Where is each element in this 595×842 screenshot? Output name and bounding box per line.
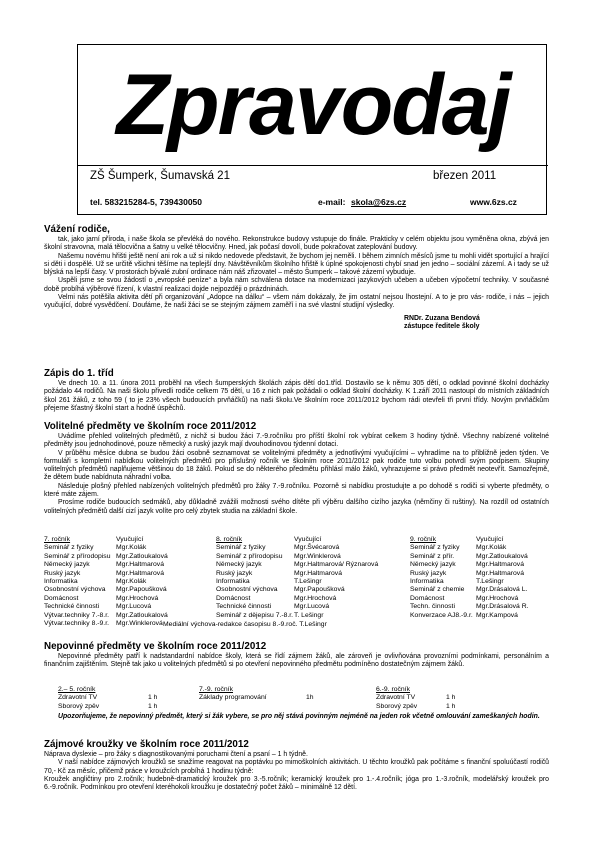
optional-grades-6-9 (376, 686, 455, 711)
subject-cell: Výtvar.techniky 8.-9.r. (44, 620, 109, 628)
subject-cell: Ruský jazyk (410, 569, 447, 577)
teacher-cell: T.Lešingr (476, 578, 504, 586)
table-row (410, 595, 529, 603)
teacher-cell: Mgr.Zatloukalová (476, 552, 528, 560)
table-row (410, 570, 529, 578)
table-row (199, 694, 314, 702)
table-row (216, 595, 378, 603)
table-row (216, 544, 378, 552)
teacher-cell: Mgr.Hrochová (294, 594, 337, 602)
table-row (410, 586, 529, 594)
subject-cell: Informatika (410, 578, 444, 586)
section-title: Volitelné předměty ve školním roce 2011/2012 (44, 421, 257, 432)
column-header: 7.-9. ročník (199, 686, 233, 693)
school-phone: tel. 583215284-5, 739430050 (90, 197, 203, 207)
subject-cell: Domácnost (44, 594, 79, 602)
hours-cell: 1 h (446, 694, 456, 702)
note-text: Upozorňujeme, že nepovinný předmět, který si žák vybere, se pro něj stává povinným nejméně na jeden rok včetně omlouvání zameškaných hodin. (58, 713, 540, 720)
teacher-cell: Mgr.Drásalová L. (476, 586, 528, 594)
hours-cell: 1 h (148, 694, 158, 702)
subject-cell: Výtvar.techniky 7.-8.r. (44, 611, 109, 619)
website-link[interactable]: www.6zs.cz (470, 197, 517, 207)
school-name: ZŠ Šumperk, Šumavská 21 (90, 170, 230, 182)
table-row (376, 703, 455, 711)
paragraph: Uvádíme přehled volitelných předmětů, z nichž si budou žáci 7.-9.ročníku pro příští školní rok vybírat celkem 3 hodiny týdně. Všechny nabízené volitelné předměty jsou jednohodinové, pouze německý a ruský jazyk mají dvouhodinovou týdenní dotaci. (44, 433, 549, 449)
paragraph: Ve dnech 10. a 11. února 2011 proběhl na všech šumperských školách zápis dětí do1.tříd. Dostavilo se k němu 305 dětí, o odklad povinné školní docházky požádalo 44 rodičů. Na naši školu přivedli rodiče celkem 75 dětí, u 16 z nich pak požádali o odklad školní docházky. K 1.září 2011 nastoupí do místních základních škol 261 žáků, z toho 59 ( to je 23% všech budoucích prvňáčků) na naši školu.Ve školním roce 2011/2012 bychom rádi otevřeli tři první třídy. Novým prvňáčkům přejeme šťastný školní start a hodně úspěchů. (44, 380, 549, 412)
table-row (410, 603, 529, 611)
table-row (44, 561, 168, 569)
table-row (44, 620, 168, 628)
subject-cell: Základy programování (199, 694, 267, 702)
subject-cell: Technické činnosti (44, 603, 100, 611)
teacher-cell: Mgr.Haltmarová (294, 569, 342, 577)
subject-cell: Ruský jazyk (44, 569, 81, 577)
table-row (44, 612, 168, 620)
table-row (216, 561, 378, 569)
teacher-cell: Mgr.Winklerová (294, 552, 341, 560)
table-row (44, 603, 168, 611)
table-row (410, 544, 529, 552)
subject-cell: Sborový zpěv (376, 702, 418, 710)
table-row (410, 578, 529, 586)
subject-cell: Seminář z fyziky (216, 544, 266, 552)
table-row (410, 553, 529, 561)
table-header (44, 536, 168, 544)
table-row (44, 544, 168, 552)
table-row (410, 561, 529, 569)
email-label: e-mail: (318, 197, 346, 207)
subject-cell: Technické činnosti (216, 603, 272, 611)
paragraph: V průběhu měsíce dubna se budou žáci osobně seznamovat se volitelnými předměty a jednotlivými vyučujícími – vyhradíme na to přibližně jeden týden. Ve formuláři s kompletní nabídkou volitelných předmětů pro příslušný ročník ve školním roce 2011/2012 pak rodiče tuto volbu potvrdí svým podpisem. Skupiny volitelných předmětů naplňujeme většinou do 18 žáků. Pokud se do některého předmětu přihlásí málo žáků, vyhrazujeme si právo předmět neotevřít. Samozřejmě, že dětem bude nabídnuta náhradní volba. (44, 449, 549, 482)
section-optional-subjects (44, 641, 549, 670)
teacher-cell: Mgr.Papoušková (294, 586, 345, 594)
section-clubs (44, 739, 549, 792)
subject-cell: Německý jazyk (216, 561, 262, 569)
issue-date: březen 2011 (433, 170, 497, 182)
table-row (216, 612, 378, 620)
section-title: Zájmové kroužky ve školním roce 2011/2012 (44, 739, 249, 750)
email-text: skola@6zs.cz (351, 197, 407, 207)
teacher-cell: Mgr.Haltmarová (476, 561, 524, 569)
column-header: Vyučující (294, 536, 322, 543)
table-row (58, 694, 157, 702)
paragraph: Našemu novému hřišti ještě není ani rok a už si nikdo nedovede představit, že bychom jej neměli. I během zimních měsíců jsme tu mohli vidět sportující a hrající si děti i dospělé. Už se určitě všichni těšíme na teplejší dny. Návštěvníkům školního hřiště k úplné spokojenosti chybí snad jen jedno – sociální zázemí. A i tady se už blýská na lepší časy. V prostorách bývalé zubní ordinace nám náš zřizovatel – město Šumperk – takové zázemí vybuduje. (44, 252, 549, 277)
electives-grade-9 (410, 536, 529, 620)
column-header: Vyučující (116, 536, 144, 543)
table-row (216, 570, 378, 578)
column-header: 6.-9. ročník (376, 686, 410, 693)
teacher-cell: Mgr.Papoušková (116, 586, 167, 594)
paragraph: Kroužek angličtiny pro 2.ročník; hudebně-dramatický kroužek pro 3.-5.ročník; keramický kroužek pro 1.-.4.ročník; jóga pro 1.-3.ročník, modelářský kroužek pro 6.-9.ročník. Podmínkou pro otevření kteréhokoli kroužku je dostatečný počet žáků – minimálně 12 dětí. (44, 775, 549, 792)
email-link[interactable] (351, 197, 406, 208)
column-header: Vyučující (476, 536, 504, 543)
teacher-cell: Mgr.Drásalová R. (476, 603, 529, 611)
hours-cell: 1 h (446, 702, 456, 710)
paragraph: Velmi nás potěšila aktivita dětí při organizování „Adopce na dálku“ – všem nám dokázaly, že jim ostatní nejsou lhostejní. A to je pro vás- rodiče, i nás – jejich vyučující, dobré vysvědčení. Doufáme, že naši žáci se se stejným zájmem zaměří i na své vlastní studijní výsledky. (44, 294, 549, 310)
subject-cell: Seminář z fyziky (410, 544, 460, 552)
teacher-cell: Mgr.Kampová (476, 611, 518, 619)
subject-cell: Informatika (216, 578, 250, 586)
teacher-cell: Mgr.Švécarová (294, 544, 340, 552)
teacher-cell: Mgr.Haltmarová (116, 561, 164, 569)
signature-role: zástupce ředitele školy (404, 322, 480, 330)
teacher-cell: Mgr.Lucová (294, 603, 330, 611)
paragraph: Náprava dyslexie – pro žáky s diagnostikovanými poruchami čtení a psaní – 1 h týdně. (44, 751, 308, 758)
electives-grade-7 (44, 536, 168, 628)
header-divider (78, 165, 548, 166)
teacher-cell: Mgr.Kolák (116, 578, 147, 586)
subject-cell: Osobnostní výchova (44, 586, 106, 594)
teacher-cell: Mgr.Zatloukalová (116, 611, 168, 619)
section-dear-parents (44, 224, 549, 331)
table-row (216, 586, 378, 594)
column-header: 7. ročník (44, 536, 71, 543)
section-title: Nepovinné předměty ve školním roce 2011/2012 (44, 641, 267, 652)
table-row (58, 703, 157, 711)
subject-cell: Konverzace AJ8.-9.r. (410, 611, 473, 619)
table-row (44, 553, 168, 561)
section-elective-subjects (44, 421, 549, 516)
teacher-cell: Mgr.Zatloukalová (116, 552, 168, 560)
subject-cell: Seminář z přírodopisu (44, 552, 111, 560)
section-enrollment (44, 368, 549, 413)
table-row (376, 694, 455, 702)
subject-cell: Zdravotní TV (58, 694, 98, 702)
teacher-cell: Mgr.Haltmarová (116, 569, 164, 577)
hours-cell: 1 h (148, 702, 158, 710)
electives-media-row: Mediální výchova-redakce časopisu 8.-9.roč. T.Lešingr (163, 621, 327, 628)
electives-grade-8 (216, 536, 378, 620)
subject-cell: Ruský jazyk (216, 569, 253, 577)
paragraph: Prosíme rodiče budoucích sedmáků, aby důkladně zvážili možnosti svého dítěte při výběru dalšího cizího jazyka (němčiny či ruštiny). Na rozdíl od ostatních volitelných předmětů další cizí jazyk volíte pro celý zbytek studia na základní škole. (44, 499, 549, 515)
teacher-cell: Mgr.Lucová (116, 603, 152, 611)
subject-cell: Německý jazyk (44, 561, 90, 569)
subject-cell: Německý jazyk (410, 561, 456, 569)
teacher-cell: Mgr.Hrochová (476, 594, 519, 602)
hours-cell: 1h (306, 694, 314, 702)
subject-cell: Seminář z dějepisu 7.-8.r. (216, 611, 294, 619)
masthead-title: Zpravodaj (116, 57, 510, 153)
teacher-cell: Mgr.Kolák (116, 544, 147, 552)
subject-cell: Domácnost (216, 594, 251, 602)
section-title: Zápis do 1. tříd (44, 368, 114, 379)
optional-grades-7-9 (199, 686, 314, 703)
table-row (44, 595, 168, 603)
paragraph: Následuje plošný přehled nabízených volitelných předmětů pro žáky 7.-9.ročníku. Pozorně si nabídku prostudujte a po dohodě s rodiči si vyberte předměty, o které máte zájem. (44, 482, 549, 499)
table-row (216, 603, 378, 611)
teacher-cell: T.Lešingr (294, 578, 322, 586)
teacher-cell: Mgr.Haltmarová/ Rýznarová (294, 561, 379, 569)
column-header: 8. ročník (216, 536, 243, 543)
table-row (216, 578, 378, 586)
table-row (44, 570, 168, 578)
subject-cell: Domácnost (410, 594, 445, 602)
teacher-cell: Mgr.Winklerová (116, 620, 163, 628)
table-row (410, 612, 529, 620)
section-title: Vážení rodiče, (44, 224, 110, 235)
subject-cell: Techn. činnosti (410, 603, 455, 611)
subject-cell: Osobnostní výchova (216, 586, 278, 594)
table-row (44, 578, 168, 586)
paragraph: Nepovinné předměty patří k nadstandardní nabídce školy, která se řídí zájmem žáků, ale zároveň je ovlivňována provozními podmínkami, personálním a finančním zajištěním. Stejně tak jako u volitelných předmětů si po otevření nepovinného předmětu podmíněno dostatečným zájmem žáků. (44, 653, 549, 669)
table-header (410, 536, 529, 544)
subject-cell: Sborový zpěv (58, 702, 100, 710)
optional-grades-2-5 (58, 686, 157, 711)
teacher-cell: Mgr.Haltmarová (476, 569, 524, 577)
subject-cell: Seminář z přír. (410, 552, 455, 560)
masthead-box (77, 44, 547, 215)
signature-name: RNDr. Zuzana Bendová (404, 314, 480, 322)
teacher-cell: Mgr.Hrochová (116, 594, 159, 602)
paragraph: tak, jako jarní příroda, i naše škola se převléká do nového. Rekonstrukce budovy vstupuje do finále. Prakticky v celém objektu jsou vyměněna okna, zbývá jen školní stravovna, malá tělocvična a šatny u velké tělocvičny. Hned, jak počasí dovolí, bude pokračovat zateplování budovy. (44, 236, 549, 252)
subject-cell: Informatika (44, 578, 78, 586)
table-row (216, 553, 378, 561)
column-header: 9. ročník (410, 536, 437, 543)
subject-cell: Zdravotní TV (376, 694, 416, 702)
subject-cell: Seminář z přírodopisu (216, 552, 283, 560)
paragraph: Uspěli jsme se svou žádostí o „evropské peníze“ a byla nám schválena dotace na modernizaci jazykových učeben a učeben výpočetní techniky. V současné době probíhá výběrové řízení, k vlastní realizaci dojde nejpozději o prázdninách. (44, 277, 549, 293)
optional-note (44, 713, 549, 721)
subject-cell: Seminář z fyziky (44, 544, 94, 552)
teacher-cell: Mgr.Kolák (476, 544, 507, 552)
subject-cell: Seminář z chemie (410, 586, 465, 594)
paragraph: V naší nabídce zájmových kroužků se snažíme reagovat na poptávku po mimoškolních aktivitách. U těchto kroužků pak počítáme s finanční spoluúčastí rodičů 70,- Kč za měsíc, přičemž práce v kroužcích probíhá 1 hodinu týdně: (44, 759, 549, 775)
table-row (44, 586, 168, 594)
teacher-cell: T. Lešingr (294, 611, 324, 619)
column-header: 2.– 5. ročník (58, 686, 96, 693)
